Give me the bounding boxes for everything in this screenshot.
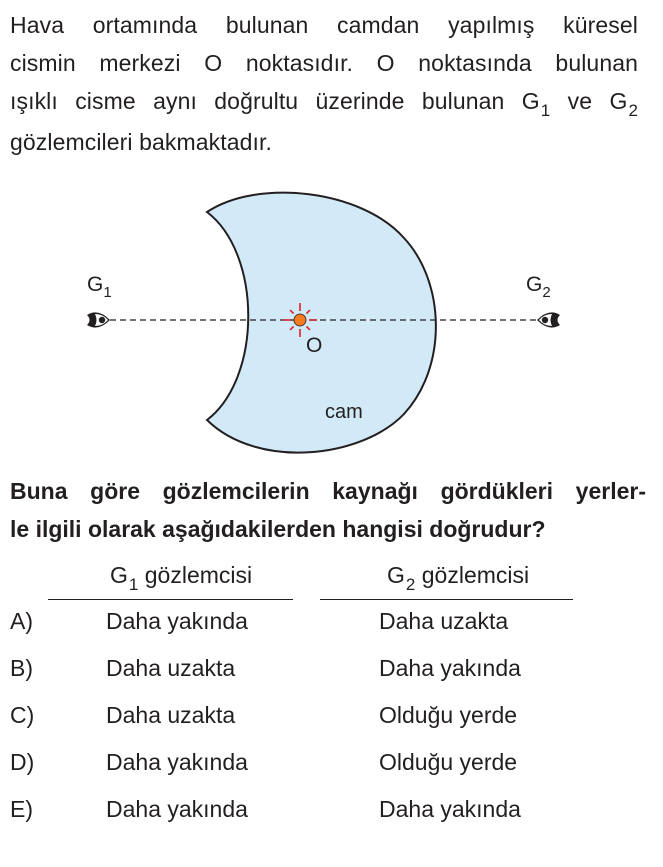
- option-g2-answer: Daha uzakta: [379, 608, 509, 634]
- option-g2-answer: Daha yakında: [379, 655, 521, 681]
- stem-line-3-prefix: ışıklı cisme aynı doğrultu üzerinde bulunan G: [10, 88, 540, 114]
- option-g1-answer: Daha uzakta: [106, 655, 236, 681]
- stem-line-3-mid: ve G: [550, 88, 628, 114]
- prompt-line-1: Buna göre gözlemcilerin kaynağı gördükleri yerler-: [10, 478, 646, 504]
- option-g2-answer: Daha yakında: [379, 796, 521, 822]
- stem-line-4: gözlemcileri bakmaktadır.: [10, 129, 272, 155]
- header-rule-g1: [48, 599, 293, 600]
- option-c[interactable]: [0, 702, 663, 742]
- header-rule-g2: [320, 599, 573, 600]
- option-letter: A): [10, 608, 33, 634]
- center-label: O: [306, 334, 323, 357]
- col2-subscript: 2: [405, 575, 416, 594]
- option-b[interactable]: [0, 655, 663, 695]
- eye-icon-right: [537, 312, 560, 327]
- question-prompt: [10, 472, 646, 548]
- option-g1-answer: Daha yakında: [106, 749, 248, 775]
- col1-subscript: 1: [128, 575, 139, 594]
- option-e[interactable]: [0, 796, 663, 836]
- g2-subscript: 2: [628, 101, 639, 120]
- col1-main: G: [110, 562, 128, 588]
- eye-icon-left: [87, 312, 110, 327]
- option-letter: D): [10, 749, 35, 775]
- col2-rest: gözlemcisi: [415, 562, 530, 588]
- column-header-g2: [387, 562, 530, 594]
- prompt-line-2: le ilgili olarak aşağıdakilerden hangisi doğrudur?: [10, 516, 546, 542]
- option-g2-answer: Olduğu yerde: [379, 702, 518, 728]
- question-stem: [10, 6, 638, 161]
- col1-rest: gözlemcisi: [138, 562, 253, 588]
- option-letter: B): [10, 655, 33, 681]
- option-a[interactable]: [0, 608, 663, 648]
- option-g1-answer: Daha yakında: [106, 608, 248, 634]
- observer-g1-label: $G_1$: [87, 273, 112, 301]
- material-label: cam: [325, 401, 363, 423]
- stem-line-3: [10, 82, 638, 123]
- observer-g2-label: $G_2$: [526, 273, 551, 301]
- col2-main: G: [387, 562, 405, 588]
- glass-body: [207, 193, 436, 453]
- option-g2-answer: Olduğu yerde: [379, 749, 518, 775]
- option-g1-answer: Daha yakında: [106, 796, 248, 822]
- glass-sphere-figure: [0, 190, 663, 460]
- option-d[interactable]: [0, 749, 663, 789]
- option-letter: C): [10, 702, 35, 728]
- stem-line-2: cismin merkezi O noktasıdır. O noktasında bulunan: [10, 50, 638, 76]
- g1-subscript: 1: [540, 101, 551, 120]
- option-letter: E): [10, 796, 33, 822]
- stem-line-1: Hava ortamında bulunan camdan yapılmış küresel: [10, 12, 638, 38]
- option-g1-answer: Daha uzakta: [106, 702, 236, 728]
- column-header-g1: [110, 562, 253, 594]
